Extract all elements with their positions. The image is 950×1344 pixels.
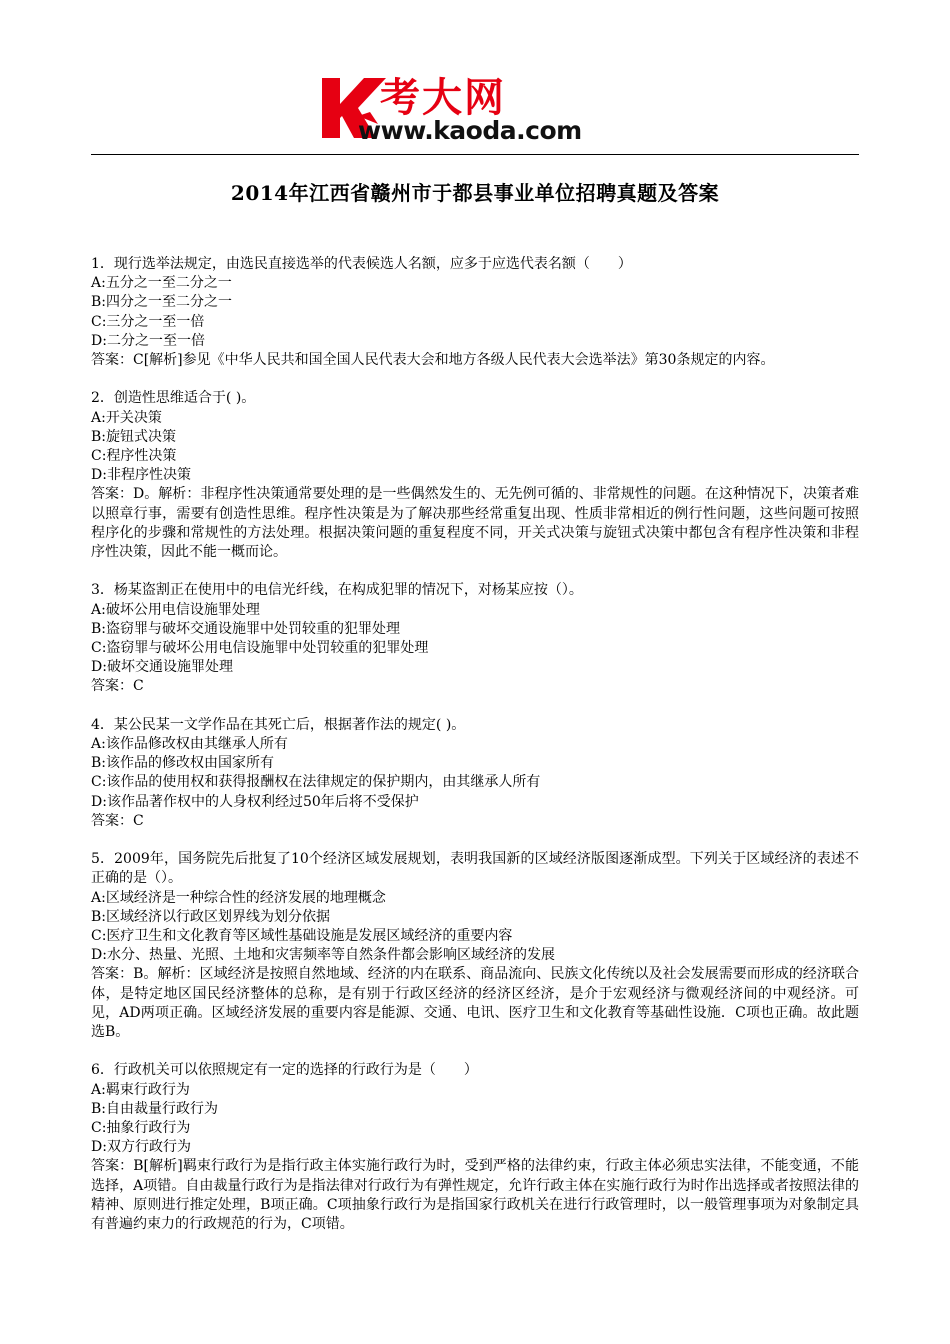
answer-option: C:三分之一至一倍 bbox=[91, 313, 205, 330]
answer-option: D:该作品著作权中的人身权利经过50年后将不受保护 bbox=[91, 793, 419, 810]
answer-option: C:抽象行政行为 bbox=[91, 1120, 191, 1137]
answer-option: A:破坏公用电信设施罪处理 bbox=[91, 601, 260, 618]
question-list bbox=[91, 255, 859, 1253]
answer-option: B:四分之一至二分之一 bbox=[91, 294, 233, 311]
answer-option: A:五分之一至二分之一 bbox=[91, 275, 232, 292]
question-stem: 3．杨某盗割正在使用中的电信光纤线，在构成犯罪的情况下，对杨某应按（）。 bbox=[91, 582, 583, 599]
answer-option: A:羁束行政行为 bbox=[91, 1081, 190, 1098]
header-divider bbox=[91, 154, 859, 155]
answer-option: A:区域经济是一种综合性的经济发展的地理概念 bbox=[91, 889, 386, 906]
question-stem: 6．行政机关可以依照规定有一定的选择的行政行为是（ ） bbox=[91, 1062, 478, 1079]
question-block bbox=[91, 255, 859, 370]
answer-option: B:旋钮式决策 bbox=[91, 428, 177, 445]
question-block bbox=[91, 389, 859, 562]
question-stem: 4．某公民某一文学作品在其死亡后，根据著作法的规定( )。 bbox=[91, 716, 466, 733]
logo-brand-text: 考大网 bbox=[380, 75, 506, 121]
answer-option: A:开关决策 bbox=[91, 409, 162, 426]
answer-option: D:非程序性决策 bbox=[91, 467, 191, 484]
question-stem: 5．2009年，国务院先后批复了10个经济区域发展规划，表明我国新的区域经济版图逐渐成型。下列关于区域经济的表述不正确的是（）。 bbox=[91, 851, 859, 887]
answer-explanation: 答案：C[解析]参见《中华人民共和国全国人民代表大会和地方各级人民代表大会选举法》第30条规定的内容。 bbox=[91, 352, 775, 369]
answer-option: D:破坏交通设施罪处理 bbox=[91, 659, 233, 676]
kaoda-logo[interactable] bbox=[318, 72, 638, 152]
answer-explanation: 答案：C bbox=[91, 678, 144, 695]
answer-option: A:该作品修改权由其继承人所有 bbox=[91, 736, 288, 753]
question-block bbox=[91, 716, 859, 831]
answer-option: B:区域经济以行政区划界线为划分依据 bbox=[91, 908, 331, 925]
question-stem: 2．创造性思维适合于( )。 bbox=[91, 390, 256, 407]
answer-option: C:该作品的使用权和获得报酬权在法律规定的保护期内，由其继承人所有 bbox=[91, 774, 541, 791]
answer-option: D:水分、热量、光照、土地和灾害频率等自然条件都会影响区域经济的发展 bbox=[91, 947, 555, 964]
answer-option: C:医疗卫生和文化教育等区域性基础设施是发展区域经济的重要内容 bbox=[91, 928, 513, 945]
answer-explanation: 答案：B。解析：区域经济是按照自然地域、经济的内在联系、商品流向、民族文化传统以及社会发展需要而形成的经济联合体，是特定地区国民经济整体的总称，是有别于行政区经济的经济区经济，是介于宏观经济与微观经济间的中观经济。可见，AD两项正确。区域经济发展的重要内容是能源、交通、电讯、医疗卫生和文化教育等基础性设施．C项也正确。故此题选B。 bbox=[91, 966, 859, 1041]
answer-option: B:自由裁量行政行为 bbox=[91, 1100, 219, 1117]
question-block bbox=[91, 1061, 859, 1234]
answer-option: C:程序性决策 bbox=[91, 448, 177, 465]
answer-option: C:盗窃罪与破坏公用电信设施罪中处罚较重的犯罪处理 bbox=[91, 640, 429, 657]
question-block bbox=[91, 581, 859, 696]
document-title: 2014年江西省赣州市于都县事业单位招聘真题及答案 bbox=[230, 181, 720, 205]
answer-option: D:二分之一至一倍 bbox=[91, 332, 205, 349]
answer-explanation: 答案：C bbox=[91, 812, 144, 829]
answer-explanation: 答案：D。解析：非程序性决策通常要处理的是一些偶然发生的、无先例可循的、非常规性的问题。在这种情况下，决策者难以照章行事，需要有创造性思维。程序性决策是为了解决那些经常重复出现、性质非常相近的例行性问题，这些问题可按照程序化的步骤和常规性的方法处理。根据决策问题的重复程度不同，开关式决策与旋钮式决策中都包含有程序性决策和非程序性决策，因此不能一概而论。 bbox=[91, 486, 859, 561]
question-block bbox=[91, 850, 859, 1042]
question-stem: 1．现行选举法规定，由选民直接选举的代表候选人名额，应多于应选代表名额（ ） bbox=[91, 256, 632, 272]
answer-option: B:盗窃罪与破坏交通设施罪中处罚较重的犯罪处理 bbox=[91, 620, 401, 637]
answer-explanation: 答案：B[解析]羁束行政行为是指行政主体实施行政行为时，受到严格的法律约束，行政主体必须忠实法律，不能变通，不能选择，A项错。自由裁量行政行为是指法律对行政行为有弹性规定，允许行政主体在实施行政行为时作出选择或者按照法律的精神、原则进行推定处理，B项正确。C项抽象行政行为是指国家行政机关在进行行政管理时，以一般管理事项为对象制定具有普遍约束力的行政规范的行为，C项错。 bbox=[91, 1158, 859, 1233]
answer-option: D:双方行政行为 bbox=[91, 1139, 191, 1156]
logo-url-text: www.kaoda.com bbox=[358, 116, 582, 145]
answer-option: B:该作品的修改权由国家所有 bbox=[91, 755, 275, 772]
